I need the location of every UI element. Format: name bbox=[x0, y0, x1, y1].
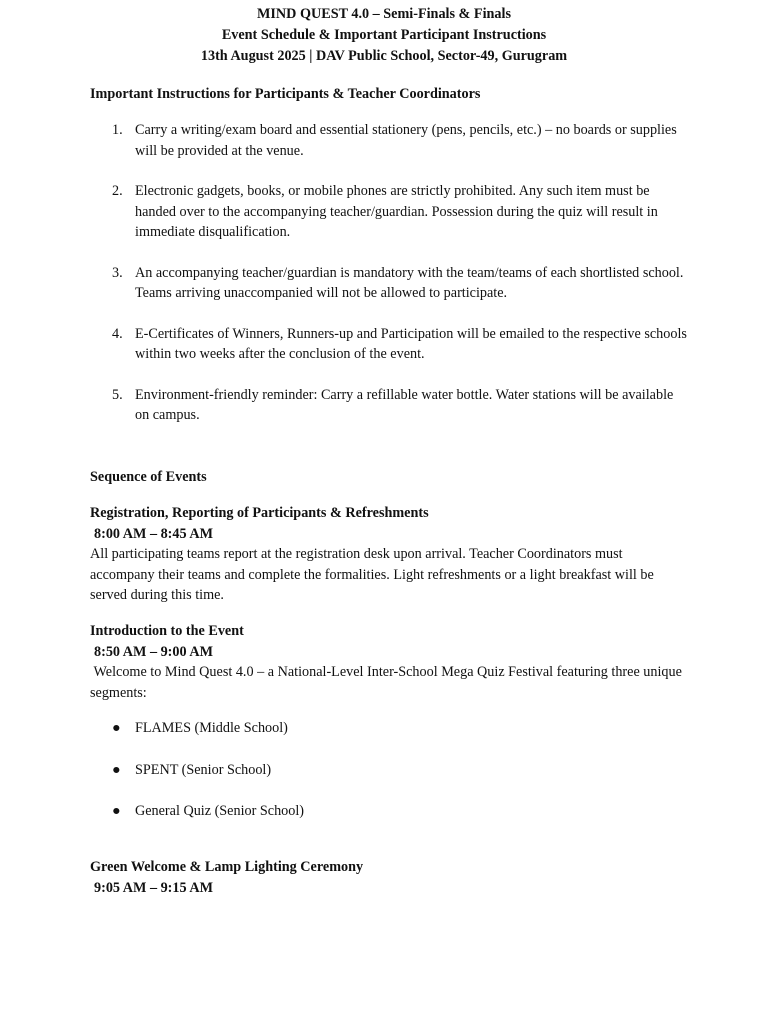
instruction-number: 4. bbox=[112, 325, 123, 342]
event-title: Registration, Reporting of Participants & Refreshments bbox=[90, 505, 429, 521]
instruction-item bbox=[90, 385, 690, 426]
event-time: 8:00 AM – 8:45 AM bbox=[94, 525, 213, 542]
instruction-number: 2. bbox=[112, 183, 123, 199]
segment-text: FLAMES (Middle School) bbox=[135, 720, 288, 736]
event-registration bbox=[90, 503, 690, 606]
instruction-item bbox=[90, 263, 690, 304]
segment-text: SPENT (Senior School) bbox=[135, 761, 272, 778]
segment-item bbox=[90, 760, 690, 781]
event-introduction bbox=[90, 621, 690, 703]
event-lamp-lighting bbox=[90, 857, 690, 898]
event-time: 8:50 AM – 9:00 AM bbox=[94, 643, 213, 660]
document-header bbox=[0, 4, 768, 67]
segment-item bbox=[90, 801, 690, 822]
instruction-text: Environment-friendly reminder: Carry a refillable water bottle. Water stations will be available on campus. bbox=[135, 386, 674, 423]
event-title: Introduction to the Event bbox=[90, 623, 244, 639]
instruction-text: An accompanying teacher/guardian is mandatory with the team/teams of each shortlisted school. Teams arriving unaccompanied will not be allowed to participate. bbox=[135, 264, 684, 301]
instruction-text: Electronic gadgets, books, or mobile phones are strictly prohibited. Any such item must be handed over to the accompanying teacher/guardian. Possession during the quiz will result in immediate disqualification. bbox=[135, 183, 658, 240]
bullet-icon: ● bbox=[112, 761, 121, 778]
instruction-item bbox=[90, 181, 690, 243]
event-time: 9:05 AM – 9:15 AM bbox=[94, 879, 213, 896]
instruction-number: 5. bbox=[112, 386, 123, 403]
instruction-text: E-Certificates of Winners, Runners-up and Participation will be emailed to the respective schools within two weeks after the conclusion of the event. bbox=[135, 325, 687, 362]
instructions-list bbox=[90, 120, 690, 446]
event-title: MIND QUEST 4.0 – Semi-Finals & Finals bbox=[257, 6, 511, 22]
segment-text: General Quiz (Senior School) bbox=[135, 803, 305, 819]
bullet-icon: ● bbox=[112, 803, 121, 819]
event-title: Green Welcome & Lamp Lighting Ceremony bbox=[90, 859, 364, 875]
instructions-heading: Important Instructions for Participants & Teacher Coordinators bbox=[90, 86, 481, 102]
instruction-number: 1. bbox=[112, 122, 123, 138]
instruction-item bbox=[90, 120, 690, 161]
document-subtitle: Event Schedule & Important Participant Instructions bbox=[221, 27, 547, 43]
sequence-heading: Sequence of Events bbox=[90, 469, 207, 485]
instruction-number: 3. bbox=[112, 264, 123, 281]
event-date-venue: 13th August 2025 | DAV Public School, Sector-49, Gurugram bbox=[200, 48, 568, 64]
instruction-item bbox=[90, 324, 690, 365]
segment-item bbox=[90, 718, 690, 739]
segments-list bbox=[90, 718, 690, 843]
event-description: Welcome to Mind Quest 4.0 – a National-Level Inter-School Mega Quiz Festival featuring three unique segments: bbox=[90, 664, 686, 701]
event-description: All participating teams report at the registration desk upon arrival. Teacher Coordinators must accompany their teams and complete the formalities. Light refreshments or a light breakfast will be served during this time. bbox=[90, 546, 654, 603]
instruction-text: Carry a writing/exam board and essential stationery (pens, pencils, etc.) – no boards or supplies will be provided at the venue. bbox=[135, 122, 677, 159]
bullet-icon: ● bbox=[112, 720, 121, 736]
